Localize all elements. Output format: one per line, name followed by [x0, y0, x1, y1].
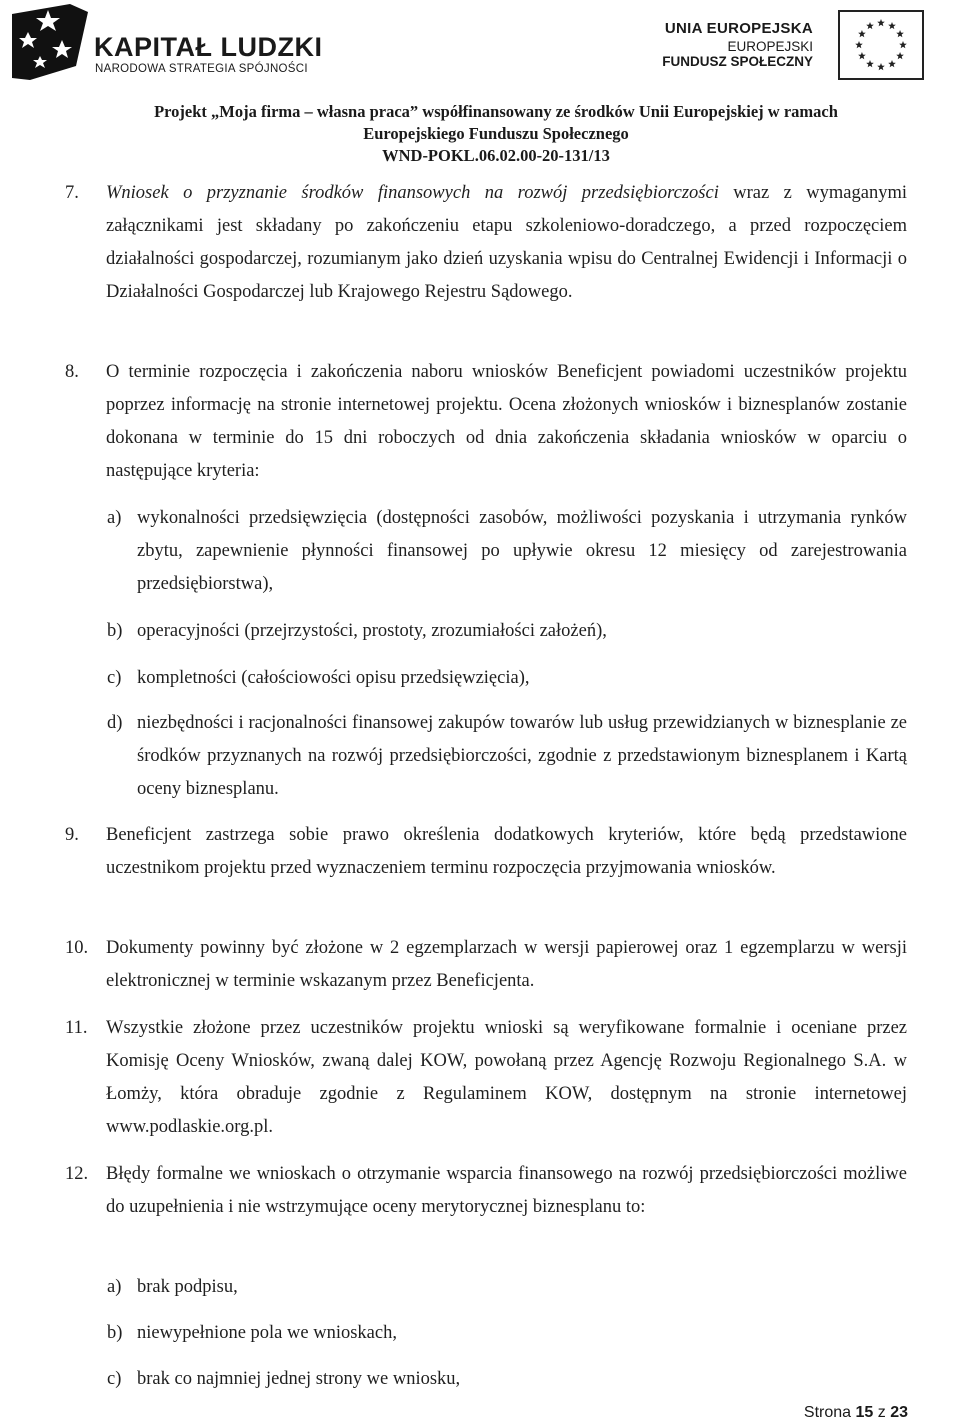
project-info — [0, 101, 960, 167]
sub-item-8b — [107, 615, 907, 648]
sub-item-letter: b) — [107, 1323, 123, 1343]
sub-item-text: wykonalności przedsięwzięcia (dostępności zasobów, możliwości pozyskania i utrzymania rynków zbytu, zapewnienie płynności finansowej po upływie okresu 12 miesięcy od zarejestrowania przedsiębiorstwa), — [137, 508, 907, 594]
sub-item-letter: d) — [107, 713, 123, 733]
project-line-2: Europejskiego Funduszu Społecznego — [363, 124, 629, 143]
sub-item-text: operacyjności (przejrzystości, prostoty, zrozumiałości założeń), — [137, 621, 607, 641]
item-number: 9. — [65, 825, 79, 845]
kapital-ludzki-subtitle: NARODOWA STRATEGIA SPÓJNOŚCI — [95, 63, 308, 75]
item-text: O terminie rozpoczęcia i zakończenia naboru wniosków Beneficjent powiadomi uczestników projektu poprzez informację na stronie internetowej projektu. Ocena złożonych wniosków i biznesplanów zostanie dokonana w terminie do 15 dni roboczych od dnia zakończenia składania wniosków w oparciu o następujące kryteria: — [106, 362, 907, 481]
item-text: Błędy formalne we wnioskach o otrzymanie wsparcia finansowego na rozwój przedsiębiorczości możliwe do uzupełnienia i nie wstrzymujące oceny merytorycznej biznesplanu to: — [106, 1164, 907, 1217]
sub-item-12a — [107, 1271, 907, 1304]
sub-item-8d — [107, 707, 907, 806]
eu-line-3: FUNDUSZ SPOŁECZNY — [662, 54, 813, 69]
sub-item-text: niezbędności i racjonalności finansowej zakupów towarów lub usług przewidzianych w biznesplanie ze środków przyznanych na rozwój przedsiębiorczości, zgodnie z przedstawionym biznesplanem i Kartą oceny biznesplanu. — [137, 713, 907, 799]
eu-line-2: EUROPEJSKI — [727, 39, 813, 54]
item-text: Wszystkie złożone przez uczestników projektu wnioski są weryfikowane formalnie i oceniane przez Komisję Oceny Wniosków, zwaną dalej KOW, powołaną przez Agencję Rozwoju Regionalnego S.A. w Łomży, która obraduje zgodnie z Regulaminem KOW, dostępnym na stronie internetowej www.podlaskie.org.pl. — [106, 1018, 907, 1137]
list-item-9 — [65, 819, 907, 885]
project-line-1: Projekt „Moja firma – własna praca” współfinansowany ze środków Unii Europejskiej w ramach — [154, 102, 838, 121]
list-item-8 — [65, 356, 907, 488]
list-item-11 — [65, 1012, 907, 1144]
sub-item-text: brak co najmniej jednej strony we wniosku, — [137, 1369, 461, 1389]
item-text: Dokumenty powinny być złożone w 2 egzemplarzach w wersji papierowej oraz 1 egzemplarzu w wersji elektronicznej w terminie wskazanym przez Beneficjenta. — [106, 938, 907, 991]
item-number: 10. — [65, 938, 89, 958]
list-item-10 — [65, 932, 907, 998]
kapital-ludzki-logo-icon — [10, 2, 90, 82]
sub-item-text: brak podpisu, — [137, 1277, 238, 1297]
sub-item-text: kompletności (całościowości opisu przedsięwzięcia), — [137, 668, 530, 688]
eu-stars-icon — [838, 10, 924, 80]
item-number: 8. — [65, 362, 79, 382]
page-header — [0, 0, 960, 172]
eu-logo-text — [662, 20, 813, 69]
sub-item-8c — [107, 662, 907, 695]
page-separator: z — [877, 1404, 886, 1421]
project-number: WND-POKL.06.02.00-20-131/13 — [382, 146, 610, 165]
page-label: Strona — [803, 1404, 852, 1421]
sub-item-12b — [107, 1317, 907, 1350]
page-number — [804, 1404, 908, 1422]
sub-item-letter: c) — [107, 668, 122, 688]
item-italic-lead: Wniosek o przyznanie środków finansowych na rozwój przedsiębiorczości — [106, 183, 719, 203]
sub-item-letter: a) — [107, 1277, 122, 1297]
page-total: 23 — [890, 1404, 908, 1421]
list-item-7 — [65, 177, 907, 309]
item-number: 12. — [65, 1164, 89, 1184]
sub-item-text: niewypełnione pola we wnioskach, — [137, 1323, 397, 1343]
sub-item-8a — [107, 502, 907, 601]
eu-line-1: UNIA EUROPEJSKA — [664, 20, 813, 37]
item-number: 11. — [65, 1018, 88, 1038]
sub-item-12c — [107, 1363, 907, 1396]
kapital-ludzki-title: KAPITAŁ LUDZKI — [94, 32, 323, 62]
item-text: Beneficjent zastrzega sobie prawo określenia dodatkowych kryteriów, które będą przedstawione uczestnikom projektu przed wyznaczeniem terminu rozpoczęcia przyjmowania wniosków. — [106, 825, 907, 878]
item-text: wraz z wymaganymi załącznikami jest składany po zakończeniu etapu szkoleniowo-doradczego, a przed rozpoczęciem działalności gospodarczej, rozumianym jako dzień uzyskania wpisu do Centralnej Ewidencji i Informacji o Działalności Gospodarczej lub Krajowego Rejestru Sądowego. — [106, 183, 907, 302]
list-item-12 — [65, 1158, 907, 1224]
sub-item-letter: b) — [107, 621, 123, 641]
sub-item-letter: a) — [107, 508, 122, 528]
sub-item-letter: c) — [107, 1369, 122, 1389]
item-number: 7. — [65, 183, 79, 203]
page-current: 15 — [855, 1404, 874, 1421]
